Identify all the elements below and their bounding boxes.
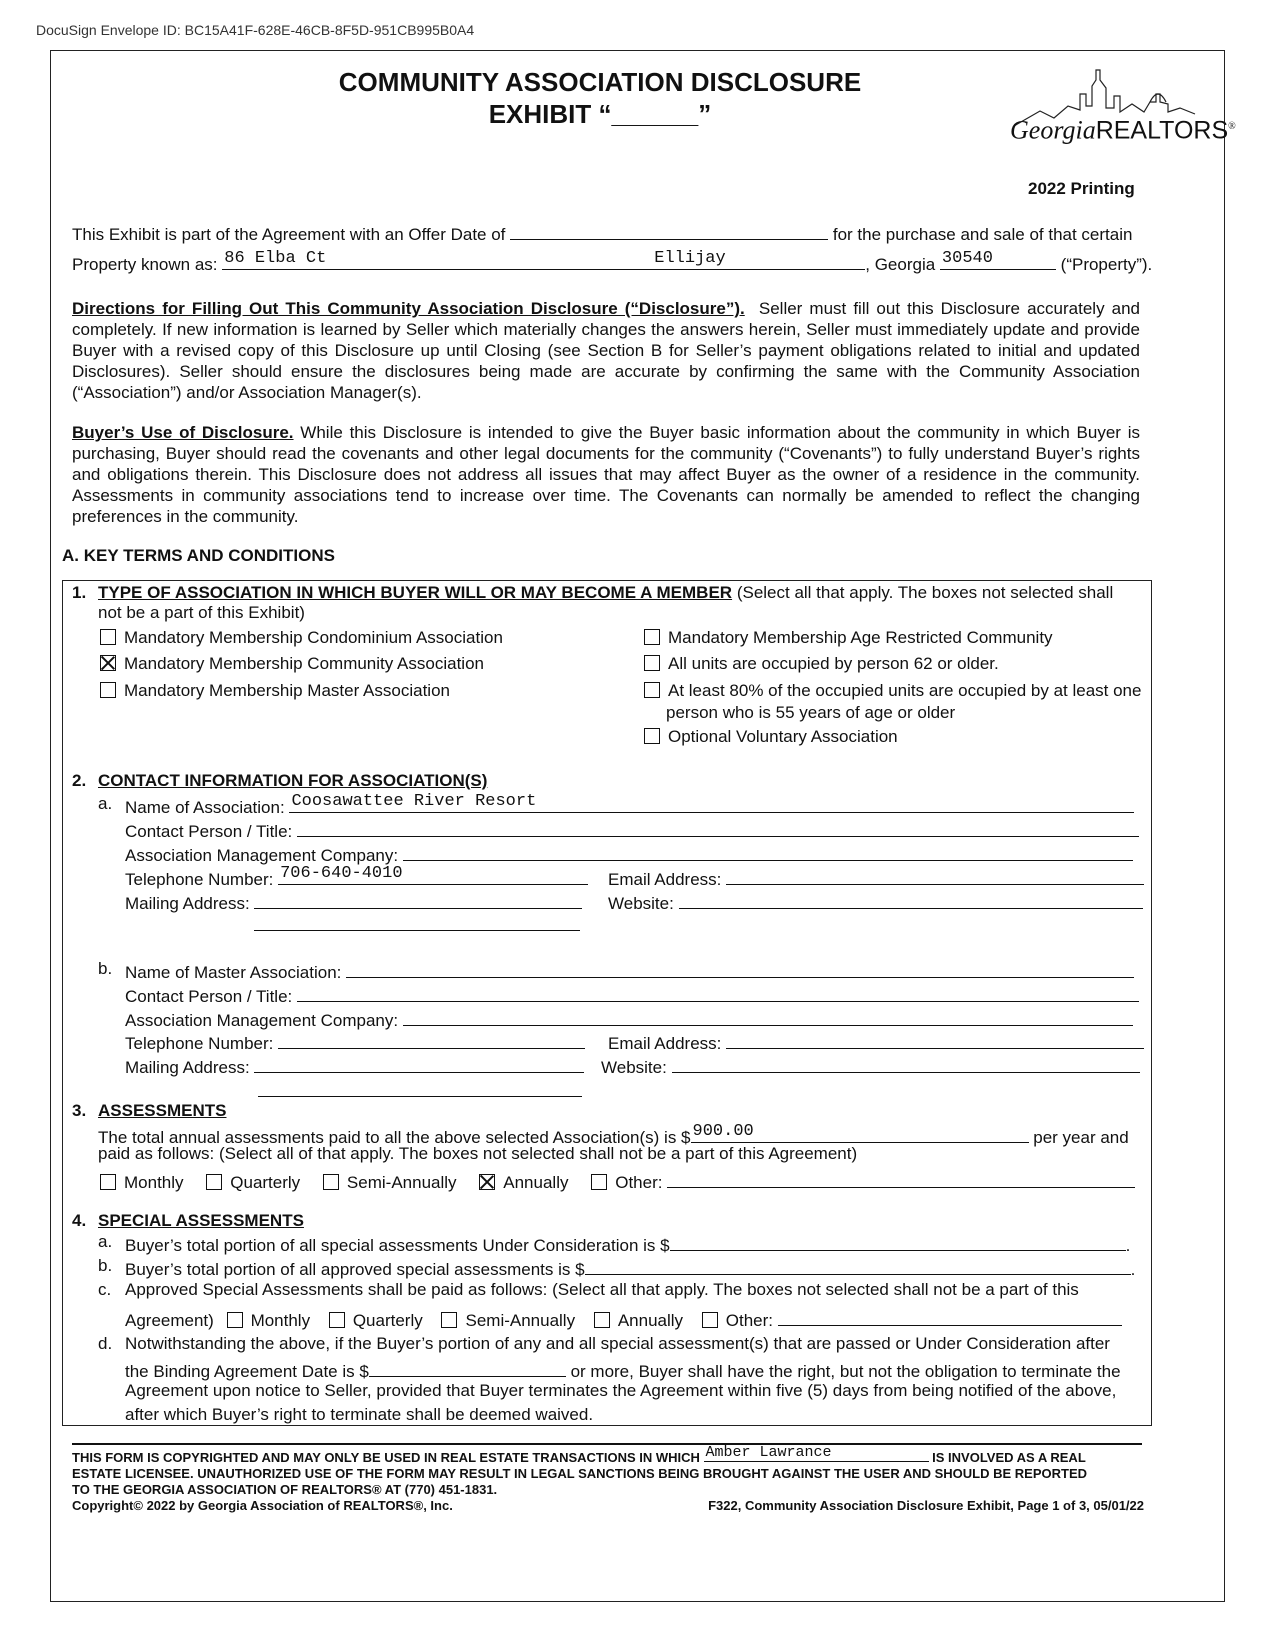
special-approved-row [125,1255,1135,1280]
georgia-label: , Georgia [865,255,936,274]
master-mgmt-row [125,1006,1133,1031]
item3-number: 3. [72,1101,87,1120]
special-freq-annually[interactable] [594,1311,683,1330]
special-frequency-options [125,1306,1122,1331]
property-city-field[interactable] [652,250,865,270]
licensee-field[interactable] [704,1444,929,1462]
intro-purchase-text: for the purchase and sale of that certain [832,225,1133,244]
docusign-envelope-id: DocuSign Envelope ID: BC15A41F-628E-46CB-8F5D-951CB995B0A4 [36,22,475,38]
master-email-field[interactable] [726,1029,1144,1049]
telephone-field[interactable] [278,865,588,885]
mgmt-company-label: Association Management Company: [125,846,399,865]
master-telephone-row [125,1029,585,1054]
form-subtitle: EXHIBIT “______” [488,99,712,129]
special-freq-monthly[interactable] [227,1311,311,1330]
intro-line-1 [72,220,1132,245]
special-freq-quarterly[interactable] [329,1311,423,1330]
telephone-value: 706-640-4010 [280,864,403,883]
master-name-field[interactable] [346,958,1134,978]
property-zip-value: 30540 [941,249,993,268]
item4b-letter: b. [98,1256,113,1275]
option-55-or-older[interactable] [644,680,1141,701]
email-row [608,865,1144,890]
option-label: Monthly [250,1311,311,1330]
item4c-letter: c. [98,1280,112,1299]
item4-number: 4. [72,1211,87,1230]
item2a-letter: a. [98,794,113,813]
mgmt-company-label: Association Management Company: [125,1011,399,1030]
option-master-association[interactable] [100,680,450,701]
checkbox-checked[interactable] [100,655,116,671]
buyers-use-paragraph [72,422,1140,527]
property-suffix: (“Property”). [1060,255,1153,274]
item3-heading: ASSESSMENTS [98,1101,227,1120]
checkbox[interactable] [323,1174,339,1190]
checkbox[interactable] [591,1174,607,1190]
checkbox[interactable] [206,1174,222,1190]
website-field[interactable] [679,889,1143,909]
master-mailing-field-2[interactable] [258,1077,582,1097]
checkbox[interactable] [644,728,660,744]
checkbox[interactable] [100,629,116,645]
email-label: Email Address: [608,1034,722,1053]
master-contact-row [125,982,1139,1007]
period: . [1130,1260,1136,1279]
item4a-letter: a. [98,1232,113,1251]
mailing-field[interactable] [254,889,582,909]
threshold-amount-field[interactable] [369,1357,566,1377]
master-name-label: Name of Master Association: [125,963,342,982]
freq-other-field[interactable] [667,1168,1135,1188]
item4d-line-3: Agreement upon notice to Seller, provided that Buyer terminates the Agreement within five (5) days from being notified of the above, [125,1381,1117,1400]
item2-heading: CONTACT INFORMATION FOR ASSOCIATION(S) [98,771,488,790]
checkbox[interactable] [329,1312,345,1328]
mgmt-company-row [125,841,1133,866]
checkbox[interactable] [644,629,660,645]
option-label: Mandatory Membership Community Association [124,654,484,673]
assoc-name-row [125,793,1134,818]
item1-note-cont: not be a part of this Exhibit) [98,603,305,622]
special-under-consideration-field[interactable] [670,1231,1126,1251]
directions-heading: Directions for Filling Out This Community Association Disclosure (“Disclosure”). [72,299,745,318]
assoc-name-value: Coosawattee River Resort [291,792,537,811]
item4d-line-2 [125,1357,1121,1382]
item4c-line-1: Approved Special Assessments shall be paid as follows: (Select all that apply. The boxes not selected shall not be a part of this [125,1280,1079,1299]
option-label: Quarterly [230,1173,301,1192]
mailing-label: Mailing Address: [125,894,250,913]
option-label: Mandatory Membership Age Restricted Community [668,628,1053,647]
footer-line-1-a: THIS FORM IS COPYRIGHTED AND MAY ONLY BE USED IN REAL ESTATE TRANSACTIONS IN WHICH [72,1450,700,1465]
option-label: Annually [503,1173,569,1192]
item2b-letter: b. [98,959,113,978]
master-website-field[interactable] [672,1053,1140,1073]
buyers-use-heading: Buyer’s Use of Disclosure. [72,423,294,442]
assessment-label: The total annual assessments paid to all the above selected Association(s) is $ [98,1128,691,1147]
freq-other[interactable] [591,1173,662,1192]
logo-realtors-text: REALTORS [1095,116,1229,145]
footer-line-2: ESTATE LICENSEE. UNAUTHORIZED USE OF THE FORM MAY RESULT IN LEGAL SANCTIONS BEING BROUGHT AGAINST THE USER AND SHOULD BE REPORTED [72,1466,1088,1481]
contact-person-label: Contact Person / Title: [125,987,293,1006]
intro-offer-date-label: This Exhibit is part of the Agreement with an Offer Date of [72,225,506,244]
option-62-or-older[interactable] [644,653,999,674]
contact-person-label: Contact Person / Title: [125,822,293,841]
section-a-heading: A. KEY TERMS AND CONDITIONS [62,546,335,565]
telephone-label: Telephone Number: [125,870,274,889]
freq-monthly[interactable] [100,1173,184,1192]
property-city-value: Ellijay [654,249,726,268]
email-label: Email Address: [608,870,722,889]
checkbox[interactable] [227,1312,243,1328]
property-address-value: 86 Elba Ct [224,249,327,268]
contact-person-row [125,817,1139,842]
master-name-row [125,958,1134,983]
option-label: Semi-Annually [465,1311,576,1330]
option-age-restricted[interactable] [644,627,1053,648]
telephone-row [125,865,588,890]
assessment-frequency-options [100,1168,1135,1193]
website-label: Website: [608,894,674,913]
option-label: Optional Voluntary Association [668,727,898,746]
option-label: Annually [617,1311,684,1330]
option-55-cont: person who is 55 years of age or older [666,703,956,722]
option-label: Semi-Annually [346,1173,457,1192]
footer-line-1-b: IS INVOLVED AS A REAL [932,1450,1086,1465]
agreement-text: Agreement) [125,1311,214,1330]
item4d-line-1: Notwithstanding the above, if the Buyer’s portion of any and all special assessment(s) that are passed or Under Consideration after [125,1334,1110,1353]
checkbox[interactable] [644,682,660,698]
assessment-line-2: paid as follows: (Select all of that apply. The boxes not selected shall not be a part of this Agreement) [98,1144,858,1163]
contact-person-field[interactable] [297,817,1139,837]
option-label: Quarterly [352,1311,423,1330]
master-mailing-field[interactable] [254,1053,584,1073]
telephone-label: Telephone Number: [125,1034,274,1053]
special-under-consideration-label: Buyer’s total portion of all special assessments Under Consideration is $ [125,1236,670,1255]
special-freq-other-field[interactable] [778,1306,1122,1326]
email-field[interactable] [726,865,1144,885]
freq-semi-annually[interactable] [323,1173,457,1192]
mgmt-company-field[interactable] [403,841,1133,861]
period: . [1125,1236,1131,1255]
option-label: At least 80% of the occupied units are occupied by at least one [668,681,1142,700]
item2-number: 2. [72,771,87,790]
mailing-label: Mailing Address: [125,1058,250,1077]
option-condominium[interactable] [100,627,503,648]
checkbox[interactable] [644,655,660,671]
footer-line-3: TO THE GEORGIA ASSOCIATION OF REALTORS® AT (770) 451-1831. [72,1482,498,1497]
option-label: Monthly [124,1173,184,1192]
georgia-realtors-logo [1010,66,1236,166]
option-label: Mandatory Membership Condominium Association [124,628,503,647]
special-approved-field[interactable] [585,1255,1131,1275]
item4d-letter: d. [98,1334,113,1353]
property-zip-field[interactable] [940,250,1056,270]
mailing-field-2[interactable] [254,911,580,931]
threshold-label: the Binding Agreement Date is $ [125,1362,369,1381]
licensee-value: Amber Lawrance [705,1444,832,1461]
checkbox[interactable] [441,1312,457,1328]
master-mgmt-field[interactable] [403,1006,1133,1026]
footer-rule [72,1443,1142,1445]
item4d-line-4: after which Buyer’s right to terminate shall be deemed waived. [125,1405,594,1424]
website-label: Website: [601,1058,667,1077]
mailing-line-2 [254,911,580,936]
website-row [608,889,1143,914]
logo-georgia-text: Georgia [1010,115,1096,145]
offer-date-field[interactable] [510,220,828,240]
master-mailing-line-2 [258,1077,582,1102]
per-year-text: per year and [1033,1128,1129,1147]
special-freq-other[interactable] [702,1311,773,1330]
printing-year: 2022 Printing [1028,179,1135,198]
form-title: COMMUNITY ASSOCIATION DISCLOSURE [338,67,862,97]
assessment-amount-field[interactable] [691,1123,1029,1143]
master-website-row [601,1053,1140,1078]
option-label: Other: [615,1173,663,1192]
copyright-text: Copyright© 2022 by Georgia Association of REALTORS®, Inc. [72,1498,453,1513]
freq-annually[interactable] [479,1173,568,1192]
directions-paragraph [72,298,1140,403]
checkbox[interactable] [100,682,116,698]
threshold-text: or more, Buyer shall have the right, but not the obligation to terminate the [570,1362,1121,1381]
intro-line-2 [72,250,1152,275]
checkbox[interactable] [594,1312,610,1328]
item1-heading: TYPE OF ASSOCIATION IN WHICH BUYER WILL OR MAY BECOME A MEMBER [98,583,733,602]
item1-line-1 [98,582,1113,603]
assoc-name-label: Name of Association: [125,798,285,817]
master-email-row [608,1029,1144,1054]
item4-heading: SPECIAL ASSESSMENTS [98,1211,304,1230]
footer-line-1 [72,1444,1144,1466]
assessment-amount-value: 900.00 [692,1122,754,1141]
directions-body: Seller must fill out this Disclosure accurately and completely. If new information is learned by Seller which materially changes the answers herein, Seller must immediately update and provide Buyer with a revised copy of this Disclosure up until Closing (see Section B for Seller’s payment obligations related to initial and updated Disclosures). Seller should ensure the disclosures being made are accurate by confirming the same with the Community Association (“Association”) and/or Association Manager(s). [72,299,1140,402]
option-community-association[interactable] [100,653,484,674]
option-voluntary[interactable] [644,726,898,747]
checkbox-checked[interactable] [479,1174,495,1190]
property-address-field[interactable] [222,250,652,270]
footer-line-4 [72,1498,1144,1514]
freq-quarterly[interactable] [206,1173,300,1192]
footer-copyright-notice [72,1444,1144,1514]
option-label: Mandatory Membership Master Association [124,681,450,700]
logo-registered-mark: ® [1228,121,1236,132]
item1-note: (Select all that apply. The boxes not selected shall [736,583,1114,602]
checkbox[interactable] [702,1312,718,1328]
master-mailing-row [125,1053,584,1078]
buyers-use-body: While this Disclosure is intended to give the Buyer basic information about the community in which Buyer is purchasing, Buyer should read the covenants and other legal documents for the community (“Covenants”) to fully understand Buyer’s rights and obligations therein. This Disclosure does not address all issues that may affect Buyer as the owner of a residence in the community. Assessments in community associations tend to increase over time. The Covenants can normally be amended to reflect the changing preferences in the community. [72,423,1140,526]
form-id-text: F322, Community Association Disclosure Exhibit, Page 1 of 3, 05/01/22 [708,1498,1144,1513]
master-contact-field[interactable] [297,982,1139,1002]
checkbox[interactable] [100,1174,116,1190]
item1-number: 1. [72,583,87,602]
special-approved-label: Buyer’s total portion of all approved special assessments is $ [125,1260,585,1279]
special-under-consideration-row [125,1231,1130,1256]
property-label: Property known as: [72,255,218,274]
option-label: Other: [725,1311,774,1330]
option-label: All units are occupied by person 62 or older. [668,654,999,673]
assoc-name-field[interactable] [289,793,1134,813]
special-freq-semi-annually[interactable] [441,1311,575,1330]
master-telephone-field[interactable] [278,1029,585,1049]
